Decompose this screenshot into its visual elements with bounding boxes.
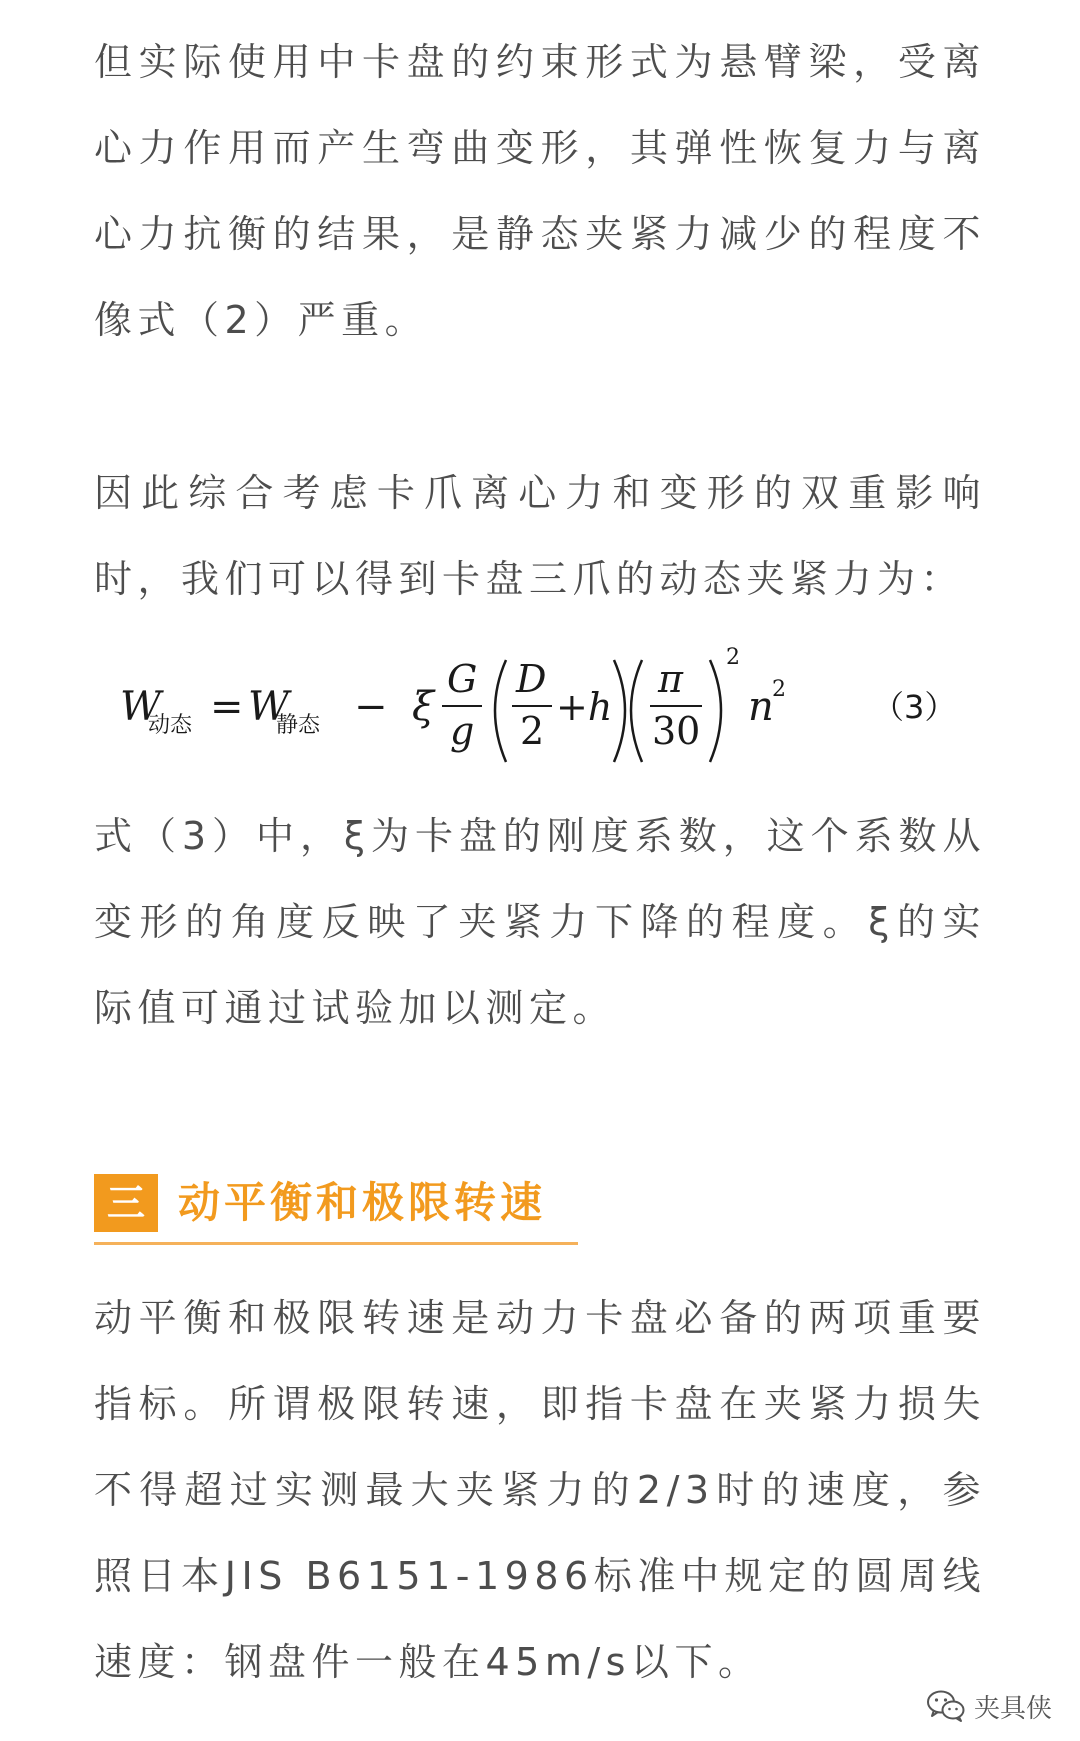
formula-paren-close-2 <box>710 660 721 762</box>
formula-frac1-num: G <box>447 657 478 701</box>
formula-dynamic-clamping-force <box>120 640 980 780</box>
formula-rhs-var: W <box>248 684 290 730</box>
formula-number: （3） <box>872 688 957 726</box>
section-title: 动平衡和极限转速 <box>178 1178 547 1227</box>
formula-frac2-num: D <box>516 657 547 701</box>
formula-equals: = <box>210 684 244 730</box>
paragraph-combined-effect: 因此综合考虑卡爪离心力和变形的双重影响时，我们可以得到卡盘三爪的动态夹紧力为： <box>94 471 986 601</box>
section-number-badge: 三 <box>94 1174 158 1232</box>
formula-plus-h: +h <box>556 685 613 729</box>
paragraph-balance-speed: 动平衡和极限转速是动力卡盘必备的两项重要指标。所谓极限转速，即指卡盘在夹紧力损失不得超过实测最大夹紧力的2/3时的速度，参照日本JIS B6151-1986标准中规定的圆周线速度：钢盘件一般在45m/s以下。 <box>94 1296 986 1684</box>
formula-lhs-sub: 动态 <box>148 713 193 738</box>
watermark <box>926 1686 1052 1726</box>
paragraph-cantilever: 但实际使用中卡盘的约束形式为悬臂梁，受离心力作用而产生弯曲变形，其弹性恢复力与离心力抗衡的结果，是静态夹紧力减少的程度不像式（2）严重。 <box>94 40 986 342</box>
wechat-icon <box>926 1689 966 1723</box>
formula-frac2-den: 2 <box>520 709 545 753</box>
section-underline <box>94 1242 578 1245</box>
section-heading <box>94 1170 578 1250</box>
formula-exp: 2 <box>726 645 740 670</box>
formula-xi: ξ <box>412 684 435 730</box>
formula-rhs-sub: 静态 <box>276 713 321 738</box>
formula-frac3-num: π <box>658 657 683 701</box>
formula-frac3-den: 30 <box>652 709 701 753</box>
formula-minus: − <box>354 684 388 730</box>
formula-paren-open-2 <box>631 660 642 762</box>
formula-lhs-var: W <box>120 684 162 730</box>
formula-n: n <box>748 684 774 730</box>
watermark-text: 夹具侠 <box>973 1693 1052 1724</box>
formula-n-exp: 2 <box>772 677 786 702</box>
formula-paren-close-1 <box>614 660 625 762</box>
formula-paren-open-1 <box>495 660 506 762</box>
formula-svg <box>120 640 980 780</box>
formula-frac1-den: g <box>450 709 475 753</box>
paragraph-stiffness-coefficient: 式（3）中，ξ为卡盘的刚度系数，这个系数从变形的角度反映了夹紧力下降的程度。ξ的实际值可通过试验加以测定。 <box>94 814 986 1030</box>
